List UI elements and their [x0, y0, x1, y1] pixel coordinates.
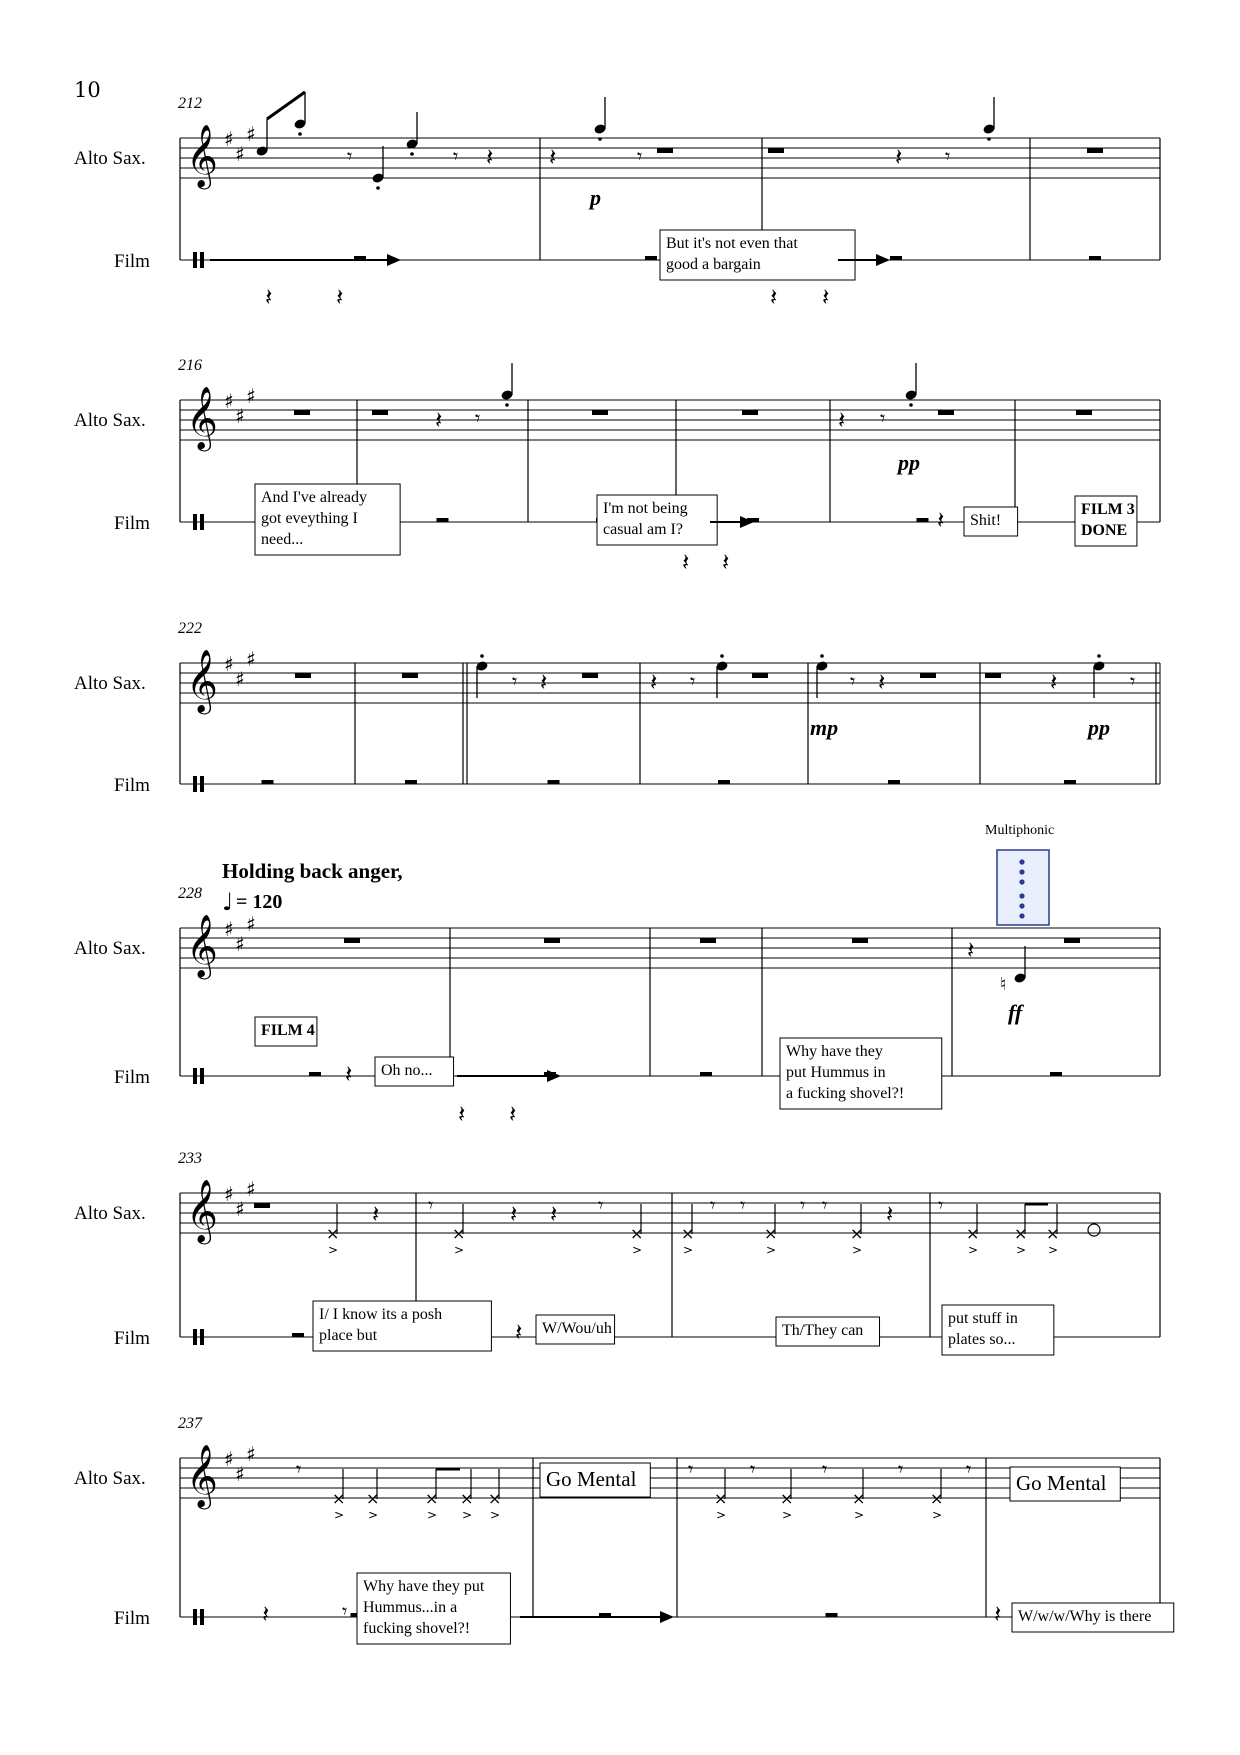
whole-rest [402, 673, 418, 678]
text-box-line: casual am I? [603, 521, 683, 538]
film-rest [405, 780, 417, 784]
measure-number: 237 [178, 1415, 202, 1432]
arrow-head [547, 1070, 561, 1082]
film-text-box [776, 1317, 880, 1346]
film-text-box [536, 1315, 615, 1344]
text-box-line: place but [319, 1327, 378, 1344]
quarter-rest: 𝄽 [722, 548, 730, 576]
instrument-name-sax: Alto Sax. [74, 410, 146, 431]
system-222 [74, 620, 1160, 796]
instrument-name-sax: Alto Sax. [74, 938, 146, 959]
quarter-rest: 𝄽 [838, 406, 846, 434]
percussion-clef [193, 1609, 197, 1625]
text-box-line: Oh no... [381, 1062, 433, 1079]
whole-rest [254, 1203, 270, 1208]
quarter-rest: 𝄽 [550, 1200, 558, 1228]
system-212 [74, 92, 1160, 311]
eighth-rest: 𝄾 [966, 1457, 972, 1481]
fingering-dot [1019, 913, 1024, 918]
whole-rest [852, 938, 868, 943]
film-marker-box [1075, 496, 1137, 546]
measure-number: 212 [178, 95, 202, 112]
quarter-rest: 𝄽 [510, 1200, 518, 1228]
eighth-rest: 𝄾 [347, 144, 353, 168]
key-sharp: ♯ [224, 1447, 234, 1471]
quarter-rest: 𝄽 [515, 1318, 523, 1346]
film-rest [548, 780, 560, 784]
staccato-dot [720, 654, 724, 658]
instrument-name-film: Film [114, 251, 150, 272]
text-box-line: W/Wou/uh [542, 1320, 612, 1337]
accent-mark: > [368, 1508, 379, 1522]
accent-mark: > [632, 1243, 643, 1257]
x-notehead: × [930, 1489, 944, 1508]
whole-rest [1064, 938, 1080, 943]
eighth-rest: 𝄾 [690, 669, 696, 693]
key-sharp: ♯ [224, 127, 234, 151]
quarter-rest: 𝄽 [650, 668, 658, 696]
text-box-line: put stuff in [948, 1310, 1018, 1327]
page-number: 10 [74, 78, 101, 102]
film-text-box [942, 1305, 1054, 1355]
instrument-name-sax: Alto Sax. [74, 1468, 146, 1489]
text-box-line: Go Mental [546, 1467, 637, 1491]
measure-number: 228 [178, 885, 202, 902]
whole-rest [1087, 148, 1103, 153]
quarter-rest: 𝄽 [682, 548, 690, 576]
percussion-clef [200, 1068, 204, 1084]
staccato-dot [1097, 654, 1101, 658]
accent-mark: > [1016, 1243, 1027, 1257]
text-box-line: I/ I know its a posh [319, 1306, 443, 1323]
percussion-clef [193, 1068, 197, 1084]
key-sharp: ♯ [246, 1442, 256, 1466]
tempo-text: Holding back anger, [222, 859, 403, 883]
percussion-clef [200, 1329, 204, 1345]
film-rest [917, 518, 929, 522]
text-box-line: DONE [1081, 522, 1128, 539]
x-notehead: × [452, 1224, 466, 1243]
eighth-rest: 𝄾 [822, 1193, 828, 1217]
x-notehead: × [852, 1489, 866, 1508]
x-notehead: × [460, 1489, 474, 1508]
quarter-rest: 𝄽 [770, 283, 778, 311]
film-text-box [375, 1057, 454, 1086]
percussion-clef [200, 776, 204, 792]
half-note-head [1088, 1224, 1100, 1236]
text-box-line: But it's not even that [666, 235, 798, 252]
quarter-rest: 𝄽 [895, 143, 903, 171]
film-rest [309, 1072, 321, 1076]
film-text-box [660, 230, 855, 280]
percussion-clef [200, 514, 204, 530]
fingering-dot [1019, 893, 1024, 898]
film-rest [718, 780, 730, 784]
quarter-rest: 𝄽 [540, 668, 548, 696]
arrow-head [660, 1611, 674, 1623]
text-box-line: need... [261, 531, 304, 548]
film-rest [292, 1333, 304, 1337]
sax-text-box [1010, 1467, 1120, 1501]
x-notehead: × [366, 1489, 380, 1508]
eighth-rest: 𝄾 [938, 1193, 944, 1217]
film-rest [437, 518, 449, 522]
accent-mark: > [968, 1243, 979, 1257]
beam [267, 92, 305, 119]
staccato-dot [410, 152, 414, 156]
key-sharp: ♯ [246, 384, 256, 408]
dynamic-mark: mp [810, 715, 839, 740]
treble-clef: 𝄞 [186, 1444, 218, 1507]
key-sharp: ♯ [246, 122, 256, 146]
eighth-rest: 𝄾 [453, 144, 459, 168]
measure-number: 233 [178, 1150, 202, 1167]
system-216 [74, 357, 1160, 576]
arrow-head [387, 254, 401, 266]
percussion-clef [193, 1329, 197, 1345]
instrument-name-sax: Alto Sax. [74, 673, 146, 694]
x-notehead: × [764, 1224, 778, 1243]
whole-rest [544, 938, 560, 943]
staccato-dot [480, 654, 484, 658]
percussion-clef [193, 252, 197, 268]
tempo-note-icon: ♩ [222, 888, 234, 916]
quarter-rest: 𝄽 [937, 506, 945, 534]
whole-rest [752, 673, 768, 678]
text-box-line: Th/They can [782, 1322, 864, 1339]
film-text-box [255, 484, 400, 555]
system-237 [74, 1415, 1174, 1644]
arrow-head [876, 254, 890, 266]
measure-number: 222 [178, 620, 202, 637]
whole-rest [700, 938, 716, 943]
eighth-rest: 𝄾 [1130, 669, 1136, 693]
staccato-dot [820, 654, 824, 658]
eighth-rest: 𝄾 [637, 144, 643, 168]
accent-mark: > [427, 1508, 438, 1522]
text-box-line: FILM 4 [261, 1022, 315, 1039]
key-sharp: ♯ [235, 1462, 245, 1486]
accent-mark: > [716, 1508, 727, 1522]
text-box-line: Why have they put [363, 1578, 485, 1595]
key-sharp: ♯ [224, 1182, 234, 1206]
text-box-line: W/w/w/Why is there [1018, 1608, 1152, 1625]
staccato-dot [598, 137, 602, 141]
text-box-line: I'm not being [603, 500, 688, 517]
instrument-name-film: Film [114, 513, 150, 534]
text-box-line: Go Mental [1016, 1471, 1107, 1495]
fingering-dot [1019, 859, 1024, 864]
treble-clef: 𝄞 [186, 649, 218, 712]
x-notehead: × [332, 1489, 346, 1508]
eighth-rest: 𝄾 [740, 1193, 746, 1217]
treble-clef: 𝄞 [186, 1179, 218, 1242]
sax-text-box [540, 1463, 650, 1497]
eighth-rest: 𝄾 [710, 1193, 716, 1217]
accent-mark: > [683, 1243, 694, 1257]
text-box-line: a fucking shovel?! [786, 1085, 905, 1102]
eighth-rest: 𝄾 [750, 1457, 756, 1481]
eighth-rest: 𝄾 [850, 669, 856, 693]
quarter-rest: 𝄽 [549, 143, 557, 171]
fingering-dot [1019, 879, 1024, 884]
key-sharp: ♯ [235, 1197, 245, 1221]
fingering-chart [997, 850, 1049, 925]
eighth-rest: 𝄾 [428, 1193, 434, 1217]
eighth-rest: 𝄾 [880, 406, 886, 430]
staccato-dot [505, 403, 509, 407]
percussion-clef [200, 1609, 204, 1625]
accent-mark: > [490, 1508, 501, 1522]
text-box-line: And I've already [261, 489, 367, 506]
instrument-name-film: Film [114, 1608, 150, 1629]
dynamic-mark: p [590, 185, 601, 210]
key-sharp: ♯ [224, 917, 234, 941]
eighth-rest: 𝄾 [475, 406, 481, 430]
x-notehead: × [714, 1489, 728, 1508]
whole-rest [742, 410, 758, 415]
quarter-rest: 𝄽 [486, 143, 494, 171]
text-box-line: Shit! [970, 512, 1002, 529]
measure-number: 216 [178, 357, 202, 374]
system-228 [74, 823, 1160, 1128]
accent-mark: > [854, 1508, 865, 1522]
film-rest [700, 1072, 712, 1076]
whole-rest [938, 410, 954, 415]
quarter-rest: 𝄽 [1050, 668, 1058, 696]
text-box-line: put Hummus in [786, 1064, 886, 1081]
film-text-box [313, 1301, 491, 1351]
quarter-rest: 𝄽 [435, 406, 443, 434]
percussion-clef [193, 776, 197, 792]
whole-rest [657, 148, 673, 153]
whole-rest [295, 673, 311, 678]
x-notehead: × [488, 1489, 502, 1508]
quarter-rest: 𝄽 [262, 1600, 270, 1628]
key-sharp: ♯ [224, 389, 234, 413]
instrument-name-film: Film [114, 1067, 150, 1088]
text-box-line: good a bargain [666, 256, 761, 273]
x-notehead: × [630, 1224, 644, 1243]
staccato-dot [376, 186, 380, 190]
film-rest [890, 256, 902, 260]
accent-mark: > [766, 1243, 777, 1257]
film-rest [262, 780, 274, 784]
accent-mark: > [852, 1243, 863, 1257]
system-233 [74, 1150, 1160, 1355]
x-notehead: × [850, 1224, 864, 1243]
instrument-name-sax: Alto Sax. [74, 148, 146, 169]
accent-mark: > [1048, 1243, 1059, 1257]
whole-rest [294, 410, 310, 415]
key-sharp: ♯ [246, 647, 256, 671]
instrument-name-sax: Alto Sax. [74, 1203, 146, 1224]
accent-mark: > [462, 1508, 473, 1522]
film-text-box [780, 1038, 942, 1109]
percussion-clef [200, 252, 204, 268]
quarter-rest: 𝄽 [458, 1100, 466, 1128]
text-box-line: plates so... [948, 1331, 1016, 1348]
quarter-rest: 𝄽 [967, 936, 975, 964]
text-box-line: got eveything I [261, 510, 358, 527]
quarter-rest: 𝄽 [822, 283, 830, 311]
x-notehead: × [1014, 1224, 1028, 1243]
accent-mark: > [782, 1508, 793, 1522]
film-rest [645, 256, 657, 260]
eighth-rest: 𝄾 [822, 1457, 828, 1481]
instrument-name-film: Film [114, 775, 150, 796]
film-rest [1050, 1072, 1062, 1076]
x-notehead: × [425, 1489, 439, 1508]
dynamic-mark: pp [898, 450, 920, 475]
text-box-line: Hummus...in a [363, 1599, 458, 1616]
multiphonic-label: Multiphonic [985, 823, 1055, 838]
x-notehead: × [681, 1224, 695, 1243]
quarter-rest: 𝄽 [265, 283, 273, 311]
whole-rest [1076, 410, 1092, 415]
dynamic-mark: pp [1088, 715, 1110, 740]
accent-mark: > [334, 1508, 345, 1522]
whole-rest [985, 673, 1001, 678]
quarter-rest: 𝄽 [372, 1200, 380, 1228]
treble-clef: 𝄞 [186, 386, 218, 449]
film-marker-box [255, 1017, 317, 1046]
eighth-rest: 𝄾 [598, 1193, 604, 1217]
film-text-box [1012, 1603, 1174, 1632]
fingering-dot [1019, 869, 1024, 874]
instrument-name-film: Film [114, 1328, 150, 1349]
quarter-rest: 𝄽 [878, 668, 886, 696]
staccato-dot [909, 403, 913, 407]
x-notehead: × [780, 1489, 794, 1508]
tempo-marking: = 120 [236, 891, 283, 913]
key-sharp: ♯ [235, 142, 245, 166]
eighth-rest: 𝄾 [342, 1599, 348, 1623]
key-sharp: ♯ [246, 912, 256, 936]
key-sharp: ♯ [246, 1177, 256, 1201]
text-box-line: fucking shovel?! [363, 1620, 471, 1637]
film-text-box [357, 1573, 510, 1644]
eighth-rest: 𝄾 [800, 1193, 806, 1217]
film-text-box [964, 507, 1018, 536]
key-sharp: ♯ [235, 932, 245, 956]
eighth-rest: 𝄾 [688, 1457, 694, 1481]
x-notehead: × [966, 1224, 980, 1243]
film-rest [1089, 256, 1101, 260]
whole-rest [920, 673, 936, 678]
quarter-rest: 𝄽 [994, 1600, 1002, 1628]
arrow-head [740, 516, 754, 528]
treble-clef: 𝄞 [186, 914, 218, 977]
whole-rest [344, 938, 360, 943]
quarter-rest: 𝄽 [345, 1060, 353, 1088]
natural-sign: ♮ [1000, 974, 1007, 995]
whole-rest [582, 673, 598, 678]
staccato-dot [987, 137, 991, 141]
x-notehead: × [1046, 1224, 1060, 1243]
percussion-clef [193, 514, 197, 530]
quarter-rest: 𝄽 [336, 283, 344, 311]
film-rest [826, 1613, 838, 1617]
eighth-rest: 𝄾 [898, 1457, 904, 1481]
whole-rest [768, 148, 784, 153]
film-text-box [597, 495, 717, 545]
fingering-dot [1019, 903, 1024, 908]
key-sharp: ♯ [235, 667, 245, 691]
x-notehead: × [326, 1224, 340, 1243]
staccato-dot [298, 132, 302, 136]
whole-rest [372, 410, 388, 415]
whole-rest [592, 410, 608, 415]
treble-clef: 𝄞 [186, 124, 218, 187]
eighth-rest: 𝄾 [945, 144, 951, 168]
accent-mark: > [932, 1508, 943, 1522]
film-rest [888, 780, 900, 784]
accent-mark: > [328, 1243, 339, 1257]
quarter-rest: 𝄽 [886, 1200, 894, 1228]
eighth-rest: 𝄾 [512, 669, 518, 693]
text-box-line: Why have they [786, 1043, 883, 1060]
eighth-rest: 𝄾 [296, 1457, 302, 1481]
text-box-line: FILM 3 [1081, 501, 1135, 518]
key-sharp: ♯ [224, 652, 234, 676]
film-rest [1064, 780, 1076, 784]
quarter-rest: 𝄽 [509, 1100, 517, 1128]
accent-mark: > [454, 1243, 465, 1257]
key-sharp: ♯ [235, 404, 245, 428]
dynamic-mark: ff [1008, 1000, 1023, 1025]
